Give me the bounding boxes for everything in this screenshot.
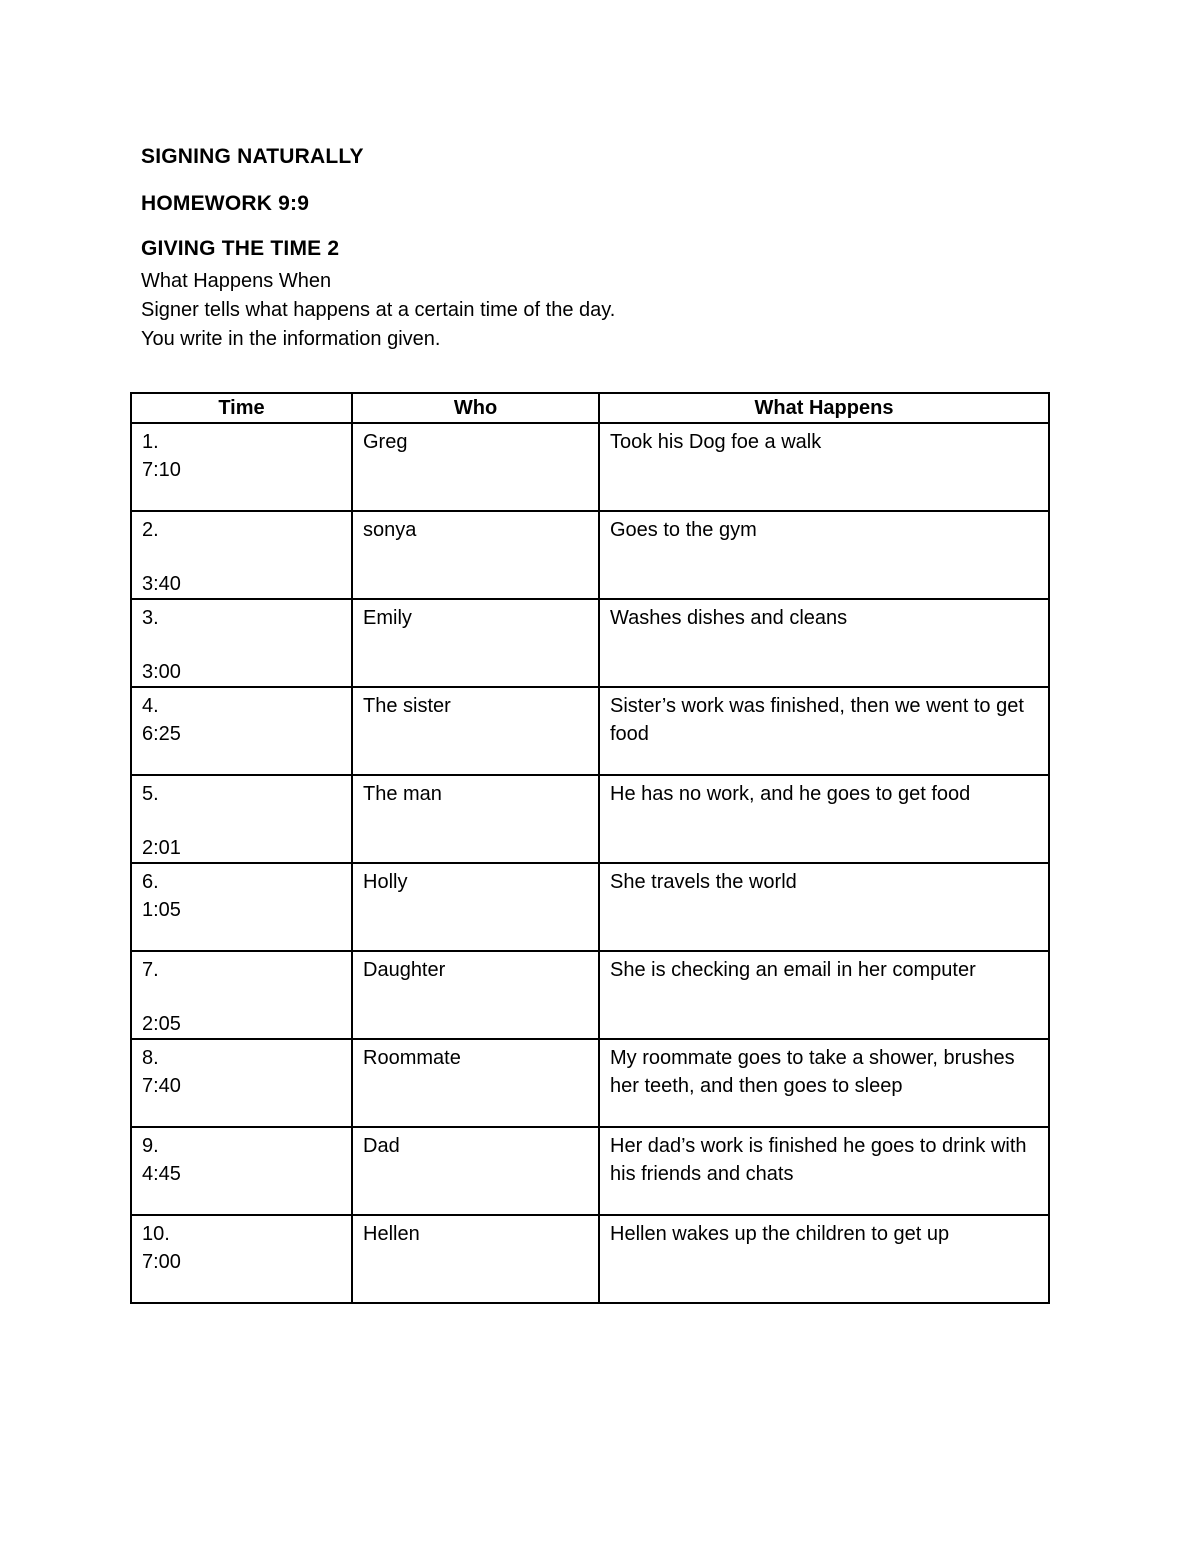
instructions xyxy=(141,267,615,354)
time-cell xyxy=(131,1127,352,1215)
time-cell xyxy=(131,687,352,775)
time-cell xyxy=(131,599,352,687)
time-cell-content xyxy=(142,956,341,1036)
what-happens-cell: Hellen wakes up the children to get up xyxy=(599,1215,1049,1303)
instruction-line-3: You write in the information given. xyxy=(141,328,441,350)
time-value: 1:05 xyxy=(142,899,181,921)
table-row xyxy=(131,951,1049,1039)
time-cell-content xyxy=(142,428,341,508)
item-number: 5. xyxy=(142,783,159,805)
time-cell-content xyxy=(142,1220,341,1300)
time-cell xyxy=(131,775,352,863)
time-cell xyxy=(131,1215,352,1303)
time-value: 7:40 xyxy=(142,1075,181,1097)
time-cell-content xyxy=(142,1044,341,1124)
who-cell: Emily xyxy=(352,599,599,687)
who-cell: Hellen xyxy=(352,1215,599,1303)
what-happens-cell: Took his Dog foe a walk xyxy=(599,423,1049,511)
table-row xyxy=(131,863,1049,951)
item-number: 1. xyxy=(142,431,159,453)
time-value: 3:40 xyxy=(142,573,181,595)
time-cell xyxy=(131,863,352,951)
time-cell-content xyxy=(142,868,341,948)
time-cell-content xyxy=(142,516,341,596)
column-header-what-happens: What Happens xyxy=(599,393,1049,423)
who-cell: The man xyxy=(352,775,599,863)
who-cell: The sister xyxy=(352,687,599,775)
what-happens-cell: Sister’s work was finished, then we went to get food xyxy=(599,687,1049,775)
table-header-row xyxy=(131,393,1049,423)
what-happens-cell: She travels the world xyxy=(599,863,1049,951)
item-number: 4. xyxy=(142,695,159,717)
time-value: 2:05 xyxy=(142,1013,181,1035)
item-number: 8. xyxy=(142,1047,159,1069)
item-number: 10. xyxy=(142,1223,170,1245)
section-title: GIVING THE TIME 2 xyxy=(141,237,340,260)
table-row xyxy=(131,511,1049,599)
who-cell: Dad xyxy=(352,1127,599,1215)
who-cell: Greg xyxy=(352,423,599,511)
time-cell-content xyxy=(142,780,341,860)
who-cell: Daughter xyxy=(352,951,599,1039)
homework-table xyxy=(130,392,1050,1304)
table-row xyxy=(131,1039,1049,1127)
column-header-time: Time xyxy=(131,393,352,423)
item-number: 2. xyxy=(142,519,159,541)
what-happens-cell: He has no work, and he goes to get food xyxy=(599,775,1049,863)
time-cell xyxy=(131,951,352,1039)
who-cell: Holly xyxy=(352,863,599,951)
time-cell-content xyxy=(142,1132,341,1212)
time-cell xyxy=(131,1039,352,1127)
time-value: 7:00 xyxy=(142,1251,181,1273)
document-title: SIGNING NATURALLY xyxy=(141,145,364,168)
time-cell xyxy=(131,511,352,599)
table-body xyxy=(131,423,1049,1303)
table-row xyxy=(131,1127,1049,1215)
time-cell-content xyxy=(142,692,341,772)
table-row xyxy=(131,1215,1049,1303)
item-number: 3. xyxy=(142,607,159,629)
what-happens-cell: Washes dishes and cleans xyxy=(599,599,1049,687)
time-value: 7:10 xyxy=(142,459,181,481)
instruction-line-2: Signer tells what happens at a certain time of the day. xyxy=(141,299,616,321)
table-row xyxy=(131,687,1049,775)
time-cell xyxy=(131,423,352,511)
table-row xyxy=(131,423,1049,511)
item-number: 7. xyxy=(142,959,159,981)
table-row xyxy=(131,775,1049,863)
item-number: 6. xyxy=(142,871,159,893)
item-number: 9. xyxy=(142,1135,159,1157)
time-value: 6:25 xyxy=(142,723,181,745)
time-cell-content xyxy=(142,604,341,684)
what-happens-cell: She is checking an email in her computer xyxy=(599,951,1049,1039)
time-value: 4:45 xyxy=(142,1163,181,1185)
time-value: 3:00 xyxy=(142,661,181,683)
who-cell: Roommate xyxy=(352,1039,599,1127)
column-header-who: Who xyxy=(352,393,599,423)
table-row xyxy=(131,599,1049,687)
what-happens-cell: My roommate goes to take a shower, brushes her teeth, and then goes to sleep xyxy=(599,1039,1049,1127)
what-happens-cell: Her dad’s work is finished he goes to drink with his friends and chats xyxy=(599,1127,1049,1215)
time-value: 2:01 xyxy=(142,837,181,859)
who-cell: sonya xyxy=(352,511,599,599)
what-happens-cell: Goes to the gym xyxy=(599,511,1049,599)
instruction-line-1: What Happens When xyxy=(141,270,332,292)
homework-label: HOMEWORK 9:9 xyxy=(141,192,310,215)
